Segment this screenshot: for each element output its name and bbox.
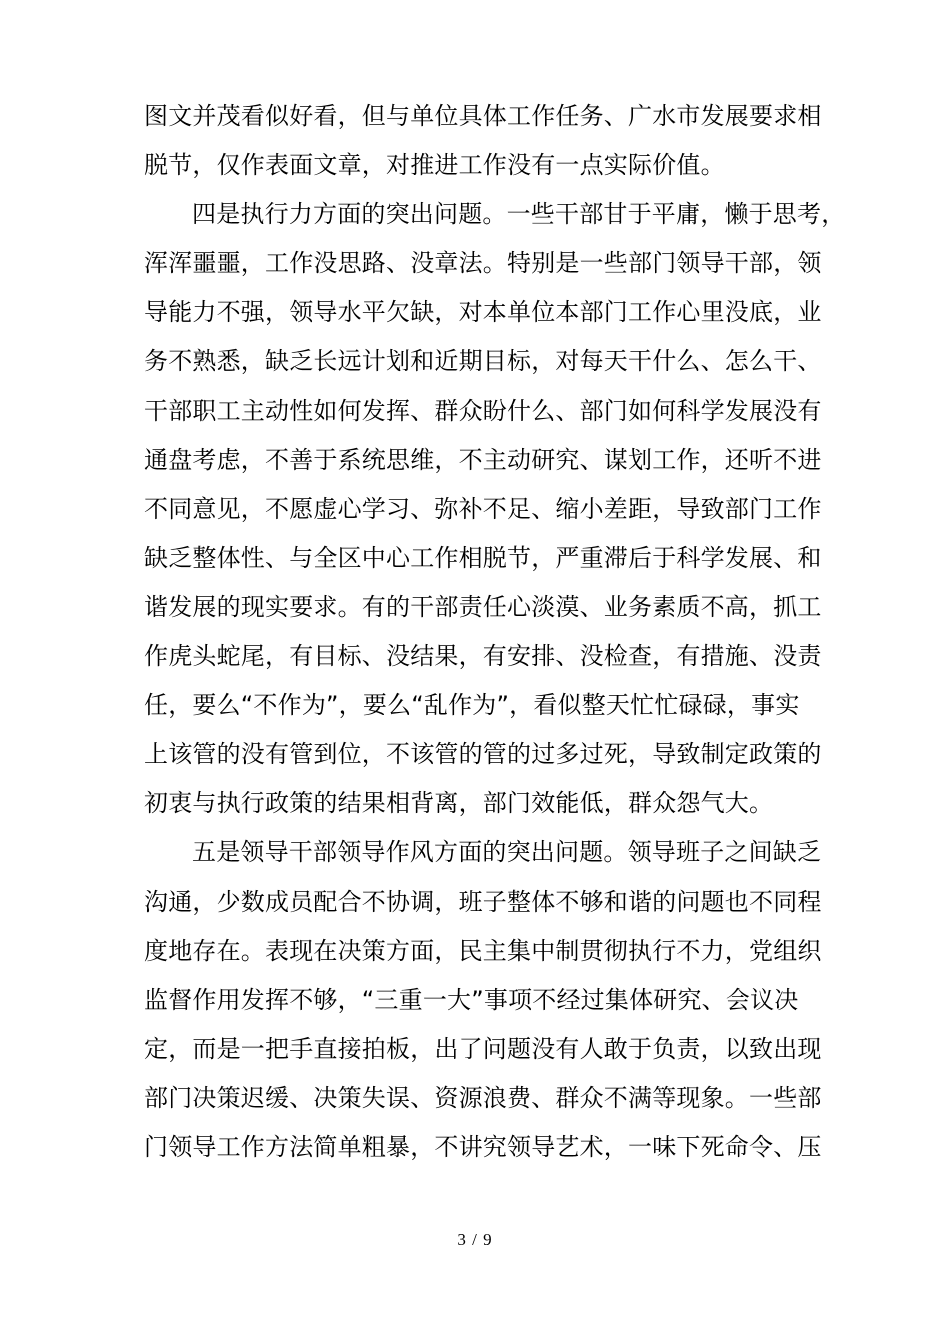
body-text	[144, 92, 846, 1172]
text-line: 谐发展的现实要求。有的干部责任心淡漠、业务素质不高，抓工	[144, 592, 822, 621]
text-line: 任，要么“不作为”，要么“乱作为”，看似整天忙忙碌碌，事实	[144, 691, 800, 720]
paragraph-start-line: 四是执行力方面的突出问题。一些干部甘于平庸，懒于思考，	[192, 200, 846, 229]
text-line: 不同意见，不愿虚心学习、弥补不足、缩小差距，导致部门工作	[144, 494, 822, 523]
text-line: 缺乏整体性、与全区中心工作相脱节，严重滞后于科学发展、和	[144, 543, 822, 572]
text-line: 作虎头蛇尾，有目标、没结果，有安排、没检查，有措施、没责	[144, 642, 822, 671]
text-line: 通盘考虑，不善于系统思维，不主动研究、谋划工作，还听不进	[144, 445, 822, 474]
text-line: 图文并茂看似好看，但与单位具体工作任务、广水市发展要求相	[144, 102, 822, 130]
text-line: 务不熟悉，缺乏长远计划和近期目标，对每天干什么、怎么干、	[144, 347, 822, 376]
text-line: 部门决策迟缓、决策失误、资源浪费、群众不满等现象。一些部	[144, 1083, 822, 1112]
text-line: 脱节，仅作表面文章，对推进工作没有一点实际价值。	[144, 151, 725, 180]
text-line: 初衷与执行政策的结果相背离，部门效能低，群众怨气大。	[144, 789, 774, 818]
text-line: 门领导工作方法简单粗暴，不讲究领导艺术，一味下死命令、压	[144, 1132, 822, 1161]
paragraph-start-line: 五是领导干部领导作风方面的突出问题。领导班子之间缺乏	[192, 838, 822, 867]
text-line: 定，而是一把手直接拍板，出了问题没有人敢于负责，以致出现	[144, 1034, 822, 1063]
text-line: 沟通，少数成员配合不协调，班子整体不够和谐的问题也不同程	[144, 887, 822, 916]
text-line: 上该管的没有管到位，不该管的管的过多过死，导致制定政策的	[144, 740, 822, 769]
text-line: 干部职工主动性如何发挥、群众盼什么、部门如何科学发展没有	[144, 396, 822, 425]
text-line: 浑浑噩噩，工作没思路、没章法。特别是一些部门领导干部，领	[144, 249, 822, 278]
page-number: 3 / 9	[457, 1230, 493, 1249]
text-line: 监督作用发挥不够，“三重一大”事项不经过集体研究、会议决	[144, 985, 799, 1014]
text-line: 度地存在。表现在决策方面，民主集中制贯彻执行不力，党组织	[144, 936, 822, 965]
text-line: 导能力不强，领导水平欠缺，对本单位本部门工作心里没底，业	[144, 298, 822, 327]
